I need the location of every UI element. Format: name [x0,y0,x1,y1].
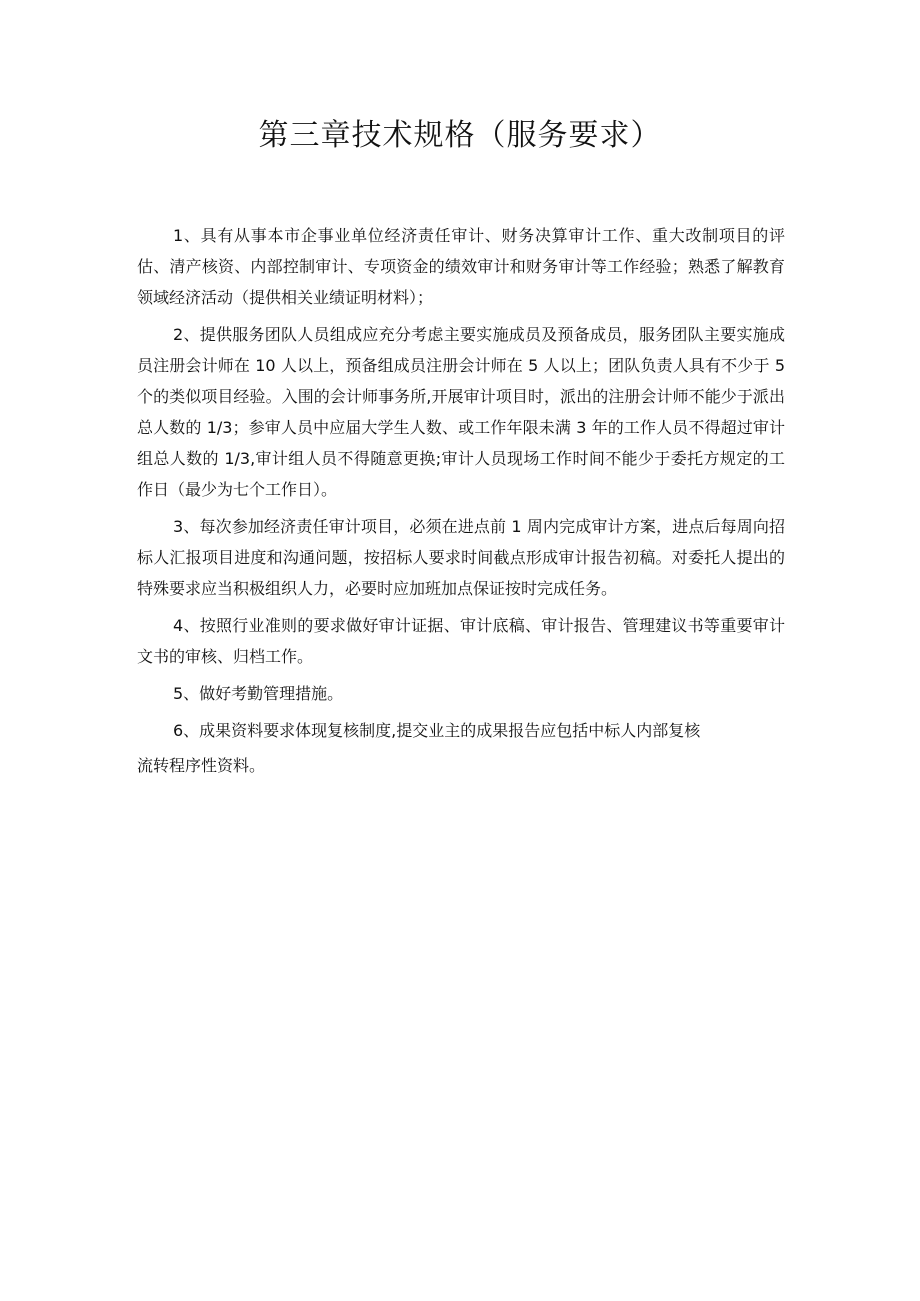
requirements-body [137,220,785,787]
chapter-title: 第三章技术规格（服务要求） [258,118,662,153]
requirement-paragraph-6: 6、成果资料要求体现复核制度,提交业主的成果报告应包括中标人内部复核 [173,721,701,740]
requirement-paragraph-2: 2、提供服务团队人员组成应充分考虑主要实施成员及预备成员，服务团队主要实施成员注册会计师在 10 人以上，预备组成员注册会计师在 5 人以上；团队负责人具有不少于 5 个的类似项目经验。入围的会计师事务所,开展审计项目时，派出的注册会计师不能少于派出总人数的 1/3；参审人员中应届大学生人数、或工作年限未满 3 年的工作人员不得超过审计组总人数的 1/3,审计组人员不得随意更换;审计人员现场工作时间不能少于委托方规定的工作日（最少为七个工作日）。 [137,325,785,499]
requirement-paragraph-4: 4、按照行业准则的要求做好审计证据、审计底稿、审计报告、管理建议书等重要审计文书的审核、归档工作。 [137,616,785,666]
requirement-paragraph-5: 5、做好考勤管理措施。 [173,684,344,703]
requirement-paragraph-1: 1、具有从事本市企事业单位经济责任审计、财务决算审计工作、重大改制项目的评估、清产核资、内部控制审计、专项资金的绩效审计和财务审计等工作经验；熟悉了解教育领域经济活动（提供相关业绩证明材料）； [137,226,785,307]
requirement-paragraph-3: 3、每次参加经济责任审计项目，必须在进点前 1 周内完成审计方案，进点后每周向招标人汇报项目进度和沟通问题，按招标人要求时间截点形成审计报告初稿。对委托人提出的特殊要求应当积极组织人力，必要时应加班加点保证按时完成任务。 [137,517,785,598]
requirement-paragraph-6-continuation: 流转程序性资料。 [137,756,266,775]
